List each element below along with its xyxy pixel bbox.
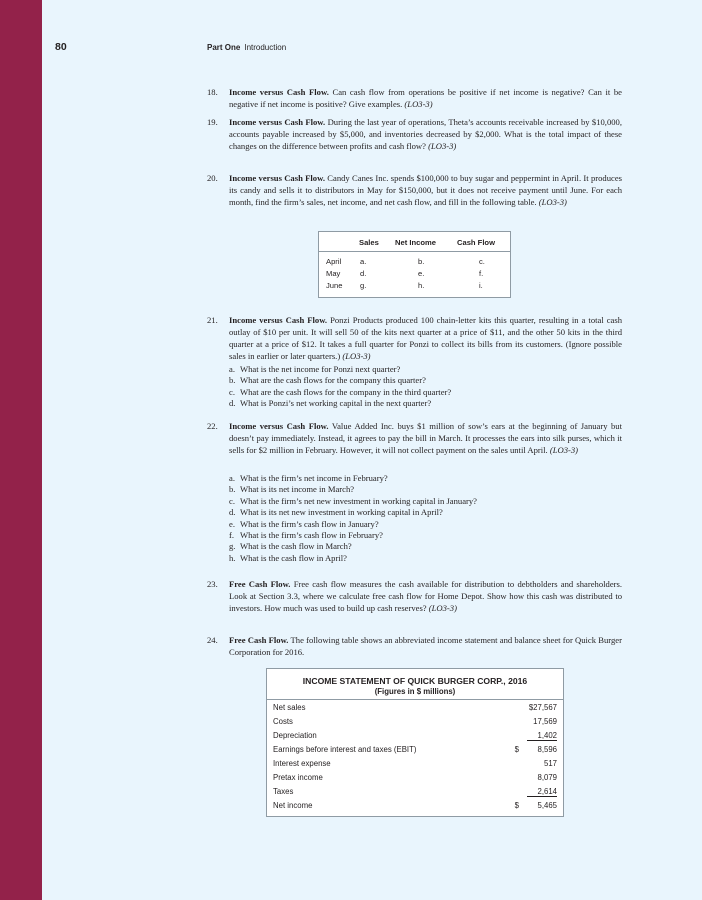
problem-text: Candy Canes Inc. spends $100,000 to buy sugar and peppermint in April. It produces its candy and sells it to distributors in May for $150,000, but it does not receive payment until June. For each month, find the firm’s sales, net income, and net cash flow, and fill in the following table. [229,173,622,207]
list-item: c. What are the cash flows for the company in the third quarter? [229,386,452,397]
header-rule [267,699,563,700]
table-cell: f. [479,269,484,278]
learning-objective: (LO3-3) [428,603,457,613]
row-label-may: May [326,269,341,278]
part-label: Part One [207,43,241,52]
table-cell: e. [418,269,425,278]
row-label: Earnings before interest and taxes (EBIT) [273,745,417,754]
column-header-cash-flow: Cash Flow [457,238,495,247]
list-item: a. What is the firm’s net income in February? [229,473,388,483]
column-header-sales: Sales [359,238,379,247]
list-item: b. What are the cash flows for the company this quarter? [229,375,426,386]
left-color-band [0,0,42,900]
page-number: 80 [55,41,67,53]
header-rule [319,251,510,252]
problem-number: 20. [207,173,218,183]
problem-title: Free Cash Flow. [229,635,289,645]
row-value: 2,614 [527,787,557,797]
problem-21-parts [229,364,622,410]
list-item: e. What is the firm’s cash flow in January? [229,518,379,529]
section-label: Introduction [244,43,287,52]
table-row [273,759,557,770]
list-item: b. What is its net income in March? [229,484,355,495]
list-item: d. What is its net new investment in working capital in April? [229,507,443,518]
table-row [273,745,557,756]
row-label: Net income [273,801,313,810]
table-cell: g. [360,281,367,290]
table-row [273,717,557,728]
problem-18 [207,86,622,110]
problem-21 [207,314,622,362]
problem-text: The following table shows an abbreviated income statement and balance sheet for Quick Burger Corporation for 2016. [229,635,622,657]
problem-number: 24. [207,635,218,645]
table-cell: c. [479,257,485,266]
row-value: 1,402 [527,731,557,741]
row-value: 17,569 [533,717,557,726]
problem-number: 18. [207,87,218,97]
list-item: d. What is Ponzi’s net working capital in the next quarter? [229,398,432,409]
problem-text: Ponzi Products produced 100 chain-letter kits this quarter, resulting in a total cash outlay of $10 per unit. It will sell 50 of the kits next quarter at a price of $11, and the other 50 kits in the third quarter at a price of $12. It takes a full quarter for Ponzi to collect its bills from its customers. (Ignore possible sales in earlier or later quarters.) [229,315,622,361]
problem-24 [207,634,622,658]
row-label: Depreciation [273,731,317,740]
problem-22 [207,420,622,456]
problem-title: Income versus Cash Flow. [229,315,328,325]
row-label: Costs [273,717,293,726]
table-row [273,801,557,812]
currency-symbol: $ [514,745,519,754]
list-item: a. What is the net income for Ponzi next quarter? [229,364,401,374]
problem-text: During the last year of operations, Theta’s accounts receivable increased by $10,000, accounts payable increased by $5,000, and inventories decreased by $2,000. What is the total impact of these changes on the difference between profits and cash flow? [229,117,622,151]
problem-title: Income versus Cash Flow. [229,173,325,183]
problem-20 [207,172,622,208]
list-item: f. What is the firm’s cash flow in February? [229,530,383,541]
column-header-net-income: Net Income [395,238,436,247]
table-cell: i. [479,281,483,290]
problem-title: Free Cash Flow. [229,579,291,589]
row-label: Interest expense [273,759,331,768]
table-cell: d. [360,269,367,278]
row-value: 5,465 [537,801,557,810]
problem-number: 21. [207,315,218,325]
learning-objective: (LO3-3) [404,99,433,109]
table-subtitle: (Figures in $ millions) [374,687,456,696]
row-label-april: April [326,257,342,266]
problem-19 [207,116,622,152]
learning-objective: (LO3-3) [549,445,579,455]
learning-objective: (LO3-3) [342,351,371,361]
row-value: 8,596 [537,745,557,754]
problem-text: Can cash flow from operations be positive if net income is negative? Can it be negative if net income is positive? Give examples. [229,87,622,109]
table-row [273,703,557,714]
list-item: h. What is the cash flow in April? [229,552,347,563]
table-cell: b. [418,257,425,266]
row-label-june: June [326,281,343,290]
problem-text: Value Added Inc. buys $1 million of sow’s ears at the beginning of January but doesn’t pay immediately. Instead, it agrees to pay the bill in March. It processes the ears into silk purses, which it sells for $2 million in February. However, it will not collect payment on the sales until April. [229,421,622,455]
row-value: $27,567 [528,703,557,712]
problem-number: 19. [207,117,218,127]
row-value: 8,079 [537,773,557,782]
learning-objective: (LO3-3) [538,197,567,207]
candy-canes-table [318,231,511,298]
problem-23 [207,578,622,614]
table-cell: a. [360,257,367,266]
problem-number: 22. [207,421,218,431]
table-row [273,731,557,742]
list-item: g. What is the cash flow in March? [229,541,352,552]
currency-symbol: $ [514,801,519,810]
income-statement-table [266,668,564,817]
problem-title: Income versus Cash Flow. [229,421,329,431]
problem-title: Income versus Cash Flow. [229,117,326,127]
row-label: Taxes [273,787,294,796]
row-label: Pretax income [273,773,323,782]
problem-22-parts [229,473,622,564]
table-title: INCOME STATEMENT OF QUICK BURGER CORP., 2016 [302,676,528,686]
running-head [207,43,286,52]
table-row [273,773,557,784]
learning-objective: (LO3-3) [428,141,457,151]
row-value: 517 [543,759,557,768]
list-item: c. What is the firm’s net new investment in working capital in January? [229,495,477,506]
row-label: Net sales [273,703,306,712]
table-cell: h. [418,281,425,290]
problem-title: Income versus Cash Flow. [229,87,329,97]
table-row [273,787,557,798]
problem-number: 23. [207,579,218,589]
problem-text: Free cash flow measures the cash available for distribution to debtholders and shareholders. Look at Section 3.3, where we calculate free cash flow for Home Depot. Show how this cash was distributed to investors. How much was used to build up cash reserves? [229,579,622,613]
